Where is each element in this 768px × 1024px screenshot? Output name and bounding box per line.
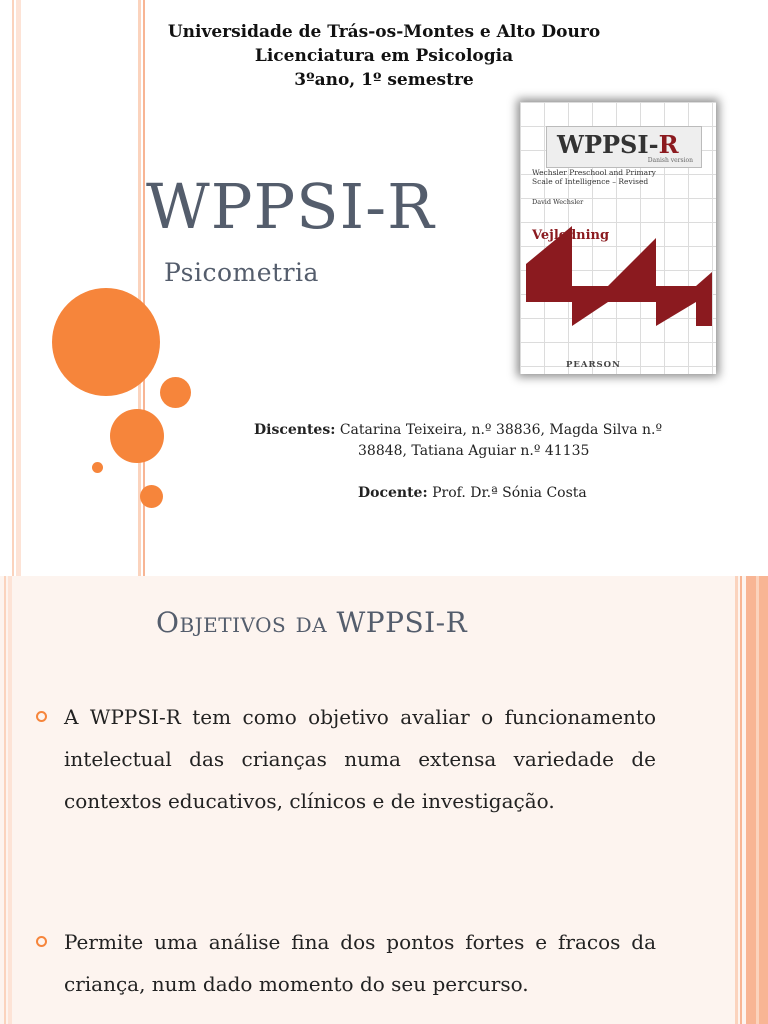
decor-circle-large [52, 288, 160, 396]
discentes-names: Catarina Teixeira, n.º 38836, Magda Silva n.º [339, 422, 663, 438]
decor-circle-small [140, 485, 163, 508]
book-publisher: PEARSON [566, 360, 621, 370]
decor-stripe [4, 576, 6, 1024]
page-title: WPPSI-R [146, 170, 435, 243]
decor-circle-tiny [92, 462, 103, 473]
decor-circle-small [160, 377, 191, 408]
book-subtitle [532, 168, 692, 186]
decor-circle-medium [110, 409, 164, 463]
year-semester: 3ºano, 1º semestre [294, 70, 474, 90]
decor-stripe [740, 576, 742, 1024]
bullet-text: A WPPSI-R tem como objetivo avaliar o funcionamento intelectual das crianças numa extensa variedade de contextos educativos, clínicos e de investigação. [64, 705, 656, 813]
book-guide-label: Vejledning [532, 228, 610, 243]
authors-line [254, 420, 754, 441]
bullet-text: Permite uma análise fina dos pontos fortes e fracos da criança, num dado momento do seu percurso. [64, 930, 656, 996]
book-title-r: R [658, 130, 679, 159]
slide-objectives [0, 576, 768, 1024]
book-title-main: WPPSI- [557, 130, 659, 159]
discentes-label: Discentes: [254, 422, 336, 438]
discentes-names-cont: 38848, Tatiana Aguiar n.º 41135 [358, 443, 590, 459]
book-cover-image [520, 102, 716, 374]
book-subtitle-line: Wechsler Preschool and Primary [532, 168, 656, 177]
degree-name: Licenciatura em Psicologia [254, 46, 514, 66]
authors-block [254, 420, 754, 462]
bullet-item [36, 921, 656, 1005]
decor-stripe [735, 576, 738, 1024]
university-name: Universidade de Trás-os-Montes e Alto Douro [167, 22, 601, 42]
docente-block [358, 485, 587, 501]
bullet-item [36, 696, 656, 822]
bullet-circle-icon [36, 921, 64, 1005]
bullet-circle-icon [36, 696, 64, 822]
book-author: David Wechsler [532, 198, 584, 206]
docente-label: Docente: [358, 485, 428, 501]
book-title-box [546, 126, 702, 168]
decor-stripe [8, 576, 12, 1024]
page-subtitle: Psicometria [164, 258, 319, 287]
book-edition-note: Danish version [647, 157, 693, 164]
docente-name: Prof. Dr.ª Sónia Costa [432, 485, 587, 501]
section-title: Objetivos da WPPSI-R [156, 606, 468, 639]
book-subtitle-line: Scale of Intelligence – Revised [532, 177, 649, 186]
book-title [557, 130, 679, 159]
decor-stripe [756, 576, 759, 1024]
